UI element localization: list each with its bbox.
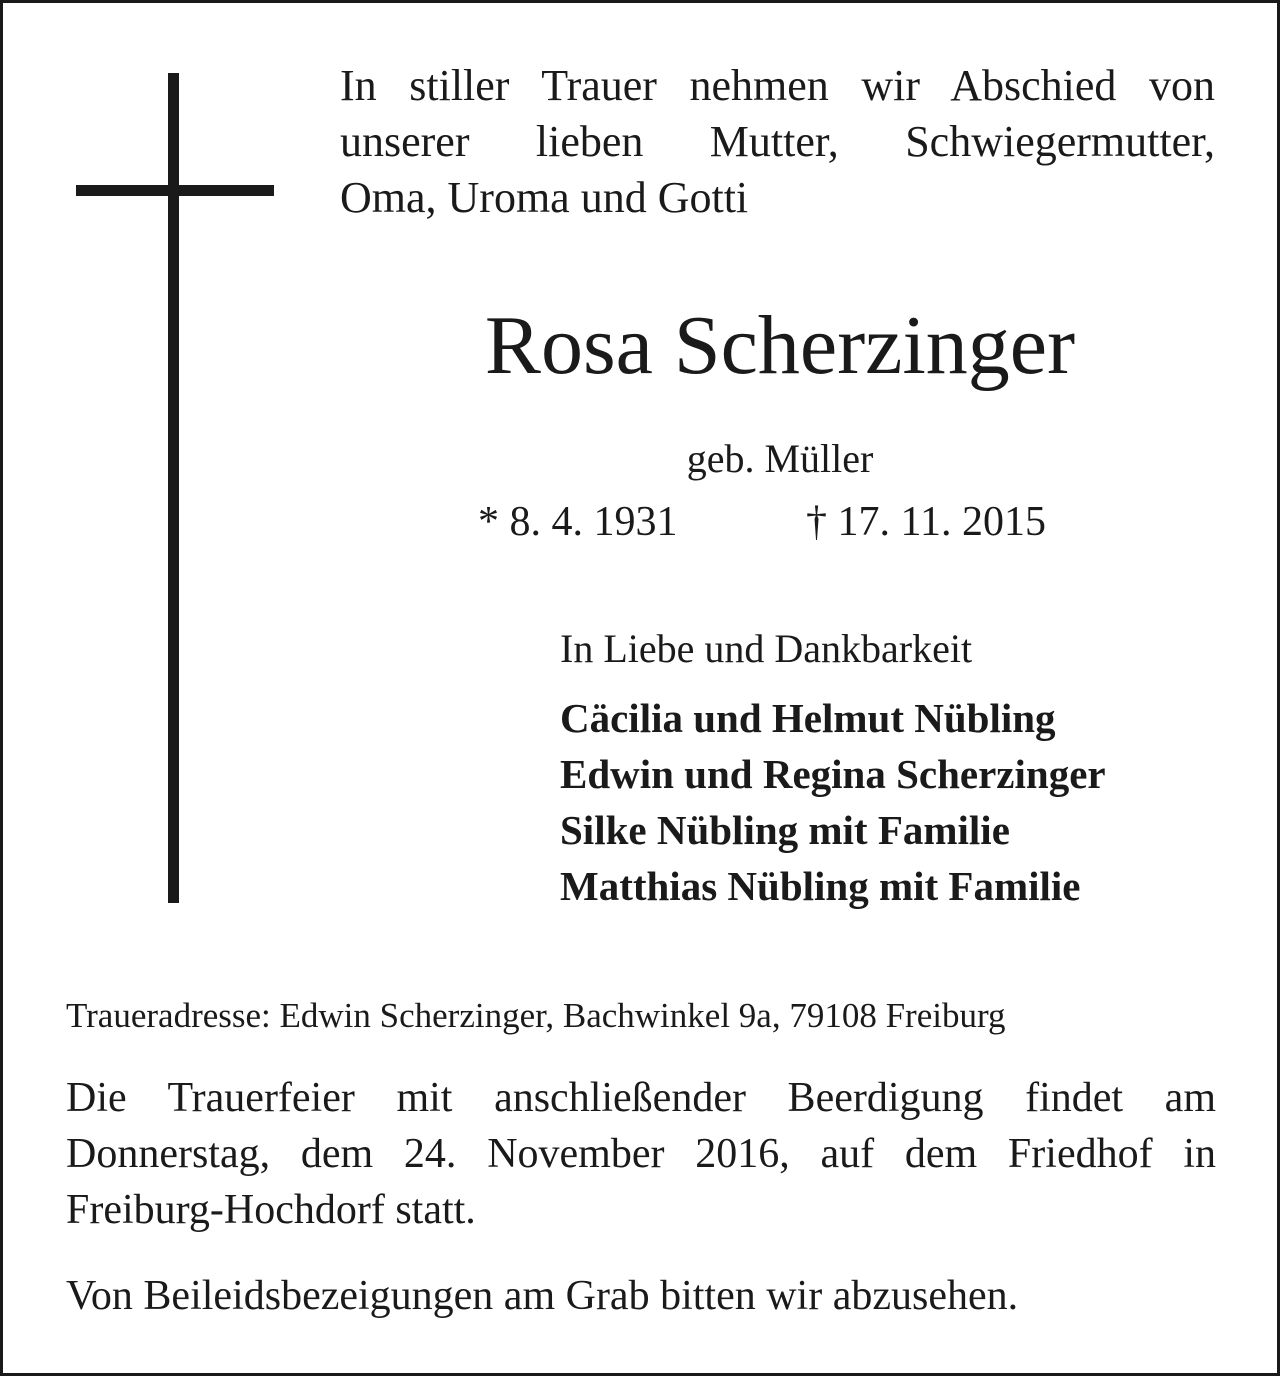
cross-icon-horizontal-bar xyxy=(76,185,274,196)
family-member: Silke Nübling mit Familie xyxy=(560,807,1010,853)
intro-text xyxy=(340,58,1215,226)
maiden-name: geb. Müller xyxy=(686,436,874,481)
intro-line: Oma, Uroma und Gotti xyxy=(340,173,749,222)
death-date: † 17. 11. 2015 xyxy=(806,499,1046,545)
family-member: Edwin und Regina Scherzinger xyxy=(560,751,1106,797)
intro-line: unserer lieben Mutter, Schwiegermutter, xyxy=(340,117,1215,166)
mourning-address: Traueradresse: Edwin Scherzinger, Bachwinkel 9a, 79108 Freiburg xyxy=(66,996,1006,1035)
cross-icon-vertical-bar xyxy=(168,73,179,903)
family-member: Cäcilia und Helmut Nübling xyxy=(560,695,1056,741)
ceremony-line: Freiburg-Hochdorf statt. xyxy=(66,1187,476,1233)
intro-line: In stiller Trauer nehmen wir Abschied von xyxy=(340,61,1215,110)
birth-date: * 8. 4. 1931 xyxy=(478,499,678,545)
deceased-name: Rosa Scherzinger xyxy=(484,299,1076,392)
ceremony-line: Die Trauerfeier mit anschließender Beerdigung findet am xyxy=(66,1075,1216,1121)
ceremony-line: Donnerstag, dem 24. November 2016, auf dem Friedhof in xyxy=(66,1131,1216,1177)
love-line: In Liebe und Dankbarkeit xyxy=(560,626,973,671)
family-member: Matthias Nübling mit Familie xyxy=(560,863,1081,909)
condolence-note: Von Beileidsbezeigungen am Grab bitten wir abzusehen. xyxy=(66,1273,1019,1319)
family-list xyxy=(560,690,1106,914)
ceremony-text xyxy=(66,1070,1216,1238)
